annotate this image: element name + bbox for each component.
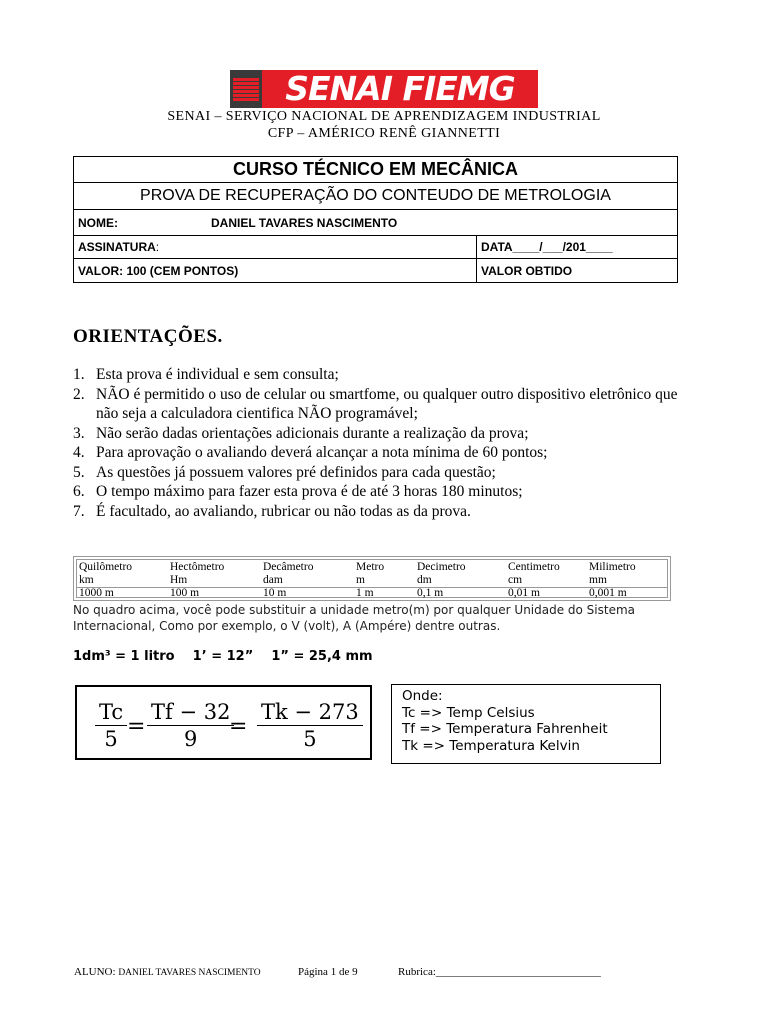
legend-line: Tf => Temperatura Fahrenheit — [402, 721, 608, 737]
fraction-fahrenheit: $\frac{Tf - 32}{9}$ — [147, 699, 234, 752]
center-name: CFP – AMÉRICO RENÊ GIANNETTI — [267, 126, 501, 141]
name-label: NOME: — [78, 215, 118, 230]
formula-legend — [391, 684, 661, 764]
unit-column: Decâmetro dam 10 m — [263, 561, 314, 599]
conversion-line: 1dm³ = 1 litro 1’ = 12” 1” = 25,4 mm — [73, 649, 373, 664]
orientations-list — [73, 365, 683, 521]
obtained-field: VALOR OBTIDO — [481, 263, 573, 278]
list-item: 7. É facultado, ao avaliando, rubricar ou não todas as da prova. — [73, 502, 471, 520]
temperature-formula — [75, 685, 372, 760]
student-name: DANIEL TAVARES NASCIMENTO — [211, 215, 398, 230]
logo-text: SENAI FIEMG — [285, 69, 515, 108]
logo-mark — [230, 70, 262, 108]
unit-column: Hectômetro Hm 100 m — [170, 561, 225, 599]
unit-column: Metro m 1 m — [356, 561, 385, 599]
date-field: DATA____/___/201____ — [481, 240, 613, 254]
list-item: 2. NÃO é permitido o uso de celular ou smartfome, ou qualquer outro dispositivo eletrônico que não seja a calculadora cientifica NÃO programável; — [73, 385, 678, 422]
legend-line: Tc => Temp Celsius — [402, 704, 535, 721]
legend-line: Tk => Temperatura Kelvin — [402, 737, 580, 754]
equals-sign: = — [127, 714, 146, 739]
unit-column: Centimetro cm 0,01 m — [508, 561, 560, 599]
course-title: CURSO TÉCNICO EM MECÂNICA — [232, 159, 518, 179]
value-field: VALOR: 100 (CEM PONTOS) — [74, 259, 477, 282]
institution-name: SENAI – SERVIÇO NACIONAL DE APRENDIZAGEM INDUSTRIAL — [167, 109, 601, 124]
units-table — [73, 556, 671, 601]
footer-student: ALUNO: DANIEL TAVARES NASCIMENTO — [74, 966, 261, 978]
fraction-celsius: $\frac{Tc}{5}$ — [95, 699, 127, 752]
units-note: No quadro acima, você pode substituir a unidade metro(m) por qualquer Unidade do Sistema Internacional, Como por exemplo, o V (volt), A (Ampére) dentre outras. — [73, 603, 636, 633]
legend-title: Onde: — [402, 688, 443, 704]
exam-title: PROVA DE RECUPERAÇÃO DO CONTEUDO DE METROLOGIA — [140, 187, 611, 204]
list-item: 6. O tempo máximo para fazer esta prova é de até 3 horas 180 minutos; — [73, 483, 523, 500]
unit-column: Milimetro mm 0,001 m — [589, 561, 636, 599]
unit-column: Decimetro dm 0,1 m — [417, 561, 466, 599]
unit-column: Quilômetro km 1000 m — [79, 561, 133, 599]
fraction-kelvin: $\frac{Tk - 273}{5}$ — [257, 699, 363, 752]
orientations-title: ORIENTAÇÕES. — [73, 326, 223, 347]
list-item: 4. Para aprovação o avaliando deverá alcançar a nota mínima de 60 pontos; — [73, 444, 548, 461]
name-row — [74, 210, 677, 235]
signature-field: ASSINATURA : — [74, 236, 477, 258]
rubrica-line: Rubrica:______________________________ — [398, 966, 601, 978]
list-item: 5. As questões já possuem valores pré definidos para cada questão; — [73, 463, 496, 481]
signature-label: ASSINATURA — [78, 240, 156, 254]
page-number: Página 1 de 9 — [298, 966, 358, 978]
equals-sign: = — [229, 714, 248, 739]
senai-fiemg-logo — [230, 70, 538, 108]
list-item: 3. Não serão dadas orientações adicionais durante a realização da prova; — [73, 424, 529, 442]
list-item: 1. Esta prova é individual e sem consulta; — [73, 366, 339, 383]
header-table — [73, 156, 678, 283]
